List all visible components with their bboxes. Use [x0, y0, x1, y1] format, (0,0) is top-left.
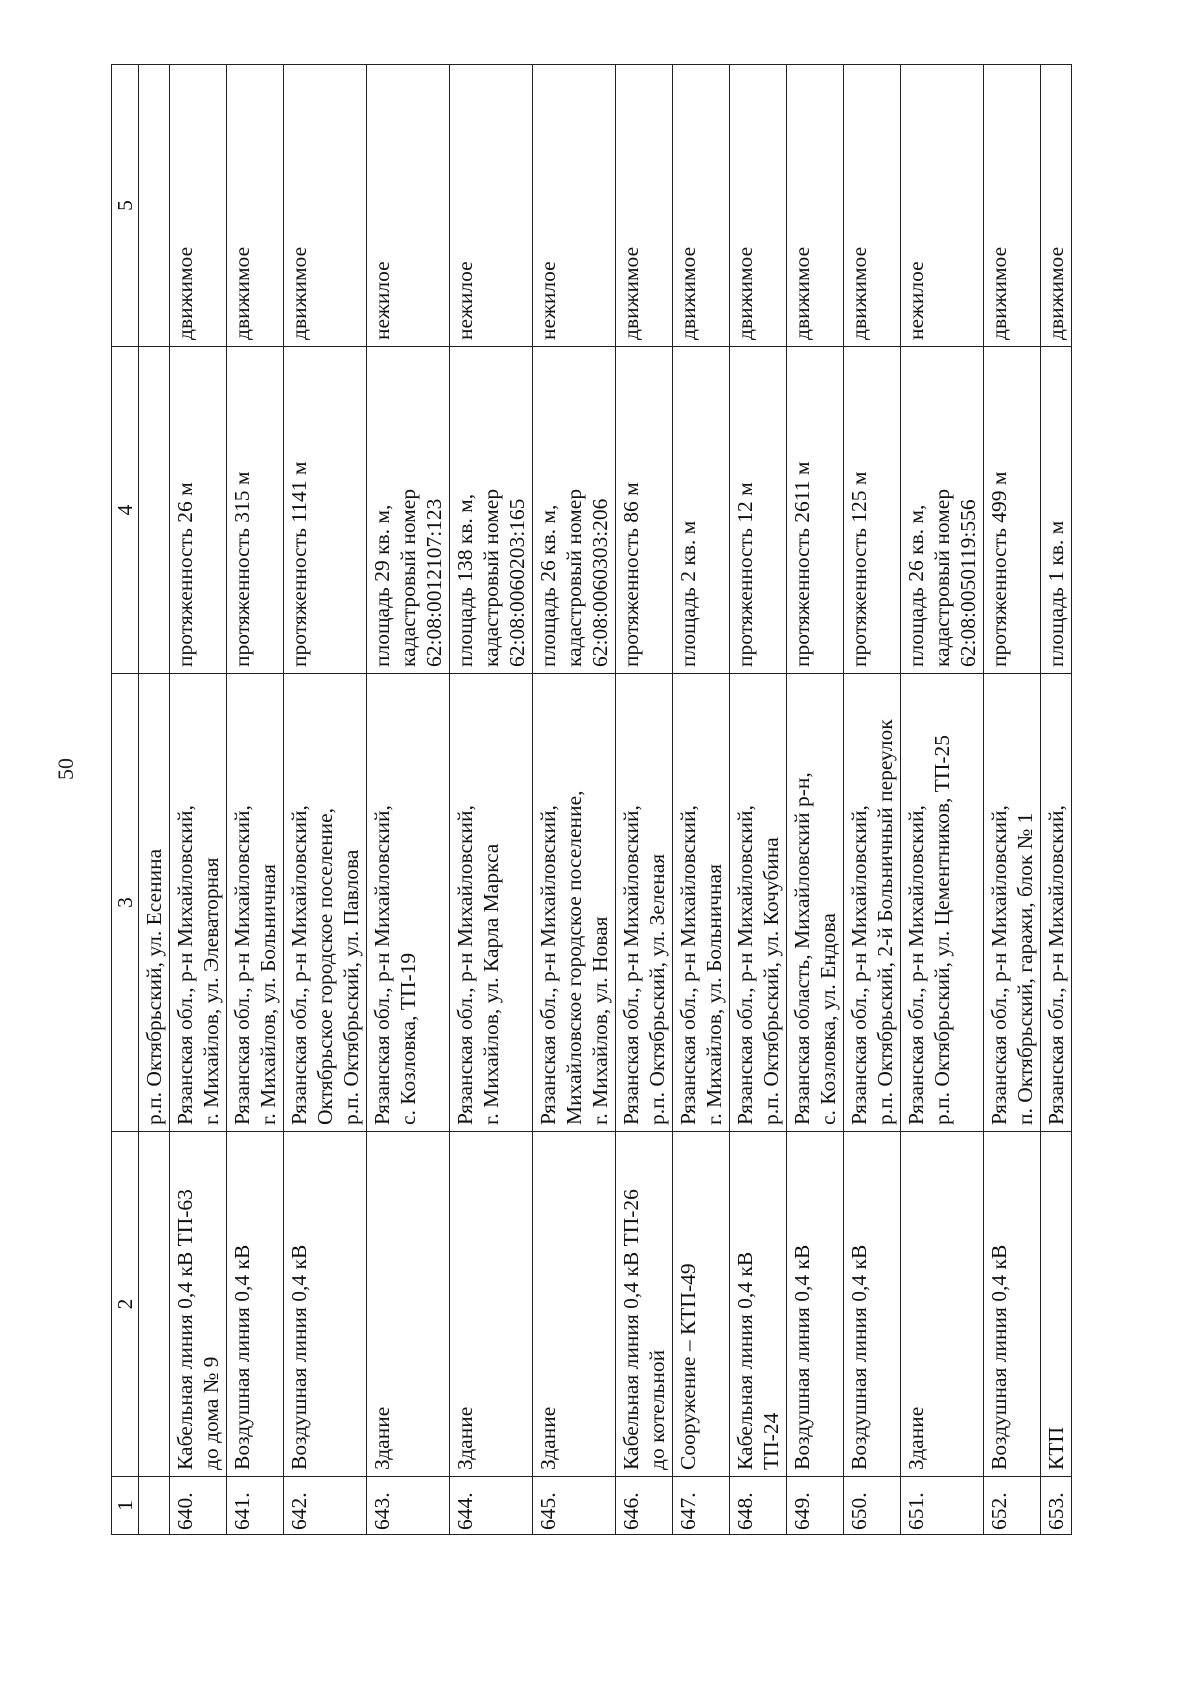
header-row	[112, 65, 139, 1535]
object-name-cell	[227, 1132, 284, 1477]
object-name-cell-line: Воздушная линия 0,4 кВ	[987, 1244, 1011, 1470]
continuation-row	[139, 65, 170, 1535]
property-type-cell	[1041, 65, 1072, 347]
table-row	[901, 65, 984, 1535]
column-header: 2	[112, 1132, 139, 1477]
characteristics-cell-line: кадастровый номер	[930, 488, 954, 667]
characteristics-cell	[901, 347, 984, 674]
property-type-cell	[984, 65, 1041, 347]
address-cell-line: с. Козловка, ТП-19	[396, 952, 420, 1125]
address-cell	[367, 674, 450, 1132]
row-number-cell	[730, 1477, 787, 1535]
property-type-cell	[450, 65, 533, 347]
object-name-cell-line: Кабельная линия 0,4 кВ ТП-63	[173, 1189, 197, 1470]
object-name-cell-line: до дома № 9	[199, 1356, 223, 1470]
address-cell-line: п. Октябрьский, гаражи, блок № 1	[1013, 812, 1037, 1125]
row-number-cell	[1041, 1477, 1072, 1535]
address-cell-line: г. Михайлов, ул. Больничная	[702, 863, 726, 1125]
address-cell-line: р.п. Октябрьский, ул. Павлова	[339, 849, 363, 1125]
row-number-cell-line: 650.	[847, 1492, 871, 1530]
address-cell	[533, 674, 616, 1132]
object-name-cell-line: Сооружение – КТП-49	[676, 1263, 700, 1470]
object-name-cell-line: Кабельная линия 0,4 кВ ТП-26	[619, 1189, 643, 1470]
table-row	[1041, 65, 1072, 1535]
object-name-cell-line: Воздушная линия 0,4 кВ	[230, 1244, 254, 1470]
address-cell-line: Рязанская обл., р-н Михайловский,	[230, 805, 254, 1125]
characteristics-cell-line: кадастровый номер	[479, 488, 503, 667]
address-cell-line: Октябрьское городское поселение,	[313, 807, 337, 1125]
table-row	[170, 65, 227, 1535]
row-number-cell-line: 642.	[287, 1492, 311, 1530]
characteristics-cell-line: протяженность 26 м	[173, 482, 197, 667]
row-number-cell	[901, 1477, 984, 1535]
row-number-cell-line: 651.	[904, 1492, 928, 1530]
object-name-cell	[730, 1132, 787, 1477]
characteristics-cell	[170, 347, 227, 674]
table-row	[367, 65, 450, 1535]
address-cell	[787, 674, 844, 1132]
rotated-page-content	[111, 65, 1068, 1535]
table-cell	[139, 1477, 170, 1535]
object-name-cell-line: Здание	[904, 1406, 928, 1470]
object-name-cell	[1041, 1132, 1072, 1477]
characteristics-cell-line: протяженность 86 м	[619, 482, 643, 667]
table-cell	[139, 347, 170, 674]
address-cell	[450, 674, 533, 1132]
address-cell-line: с. Козловка, ул. Ендова	[816, 913, 840, 1125]
address-cell-line: Рязанская обл., р-н Михайловский,	[987, 805, 1011, 1125]
object-name-cell	[367, 1132, 450, 1477]
property-type-cell-line: нежилое	[453, 261, 477, 340]
characteristics-cell-line: 62:08:0012107:123	[422, 498, 446, 667]
characteristics-cell-line: кадастровый номер	[562, 488, 586, 667]
address-cell-line: Рязанская обл., р-н Михайловский,	[619, 805, 643, 1125]
property-type-cell-line: движимое	[847, 246, 871, 340]
table-row	[844, 65, 901, 1535]
object-name-cell	[901, 1132, 984, 1477]
property-type-cell	[616, 65, 673, 347]
table-row	[673, 65, 730, 1535]
characteristics-cell	[533, 347, 616, 674]
address-cell	[284, 674, 367, 1132]
object-name-cell	[450, 1132, 533, 1477]
address-cell	[844, 674, 901, 1132]
row-number-cell-line: 640.	[173, 1492, 197, 1530]
characteristics-cell-line: 62:08:0060203:165	[505, 498, 529, 667]
object-name-cell	[844, 1132, 901, 1477]
characteristics-cell-line: протяженность 125 м	[847, 471, 871, 667]
property-type-cell-line: движимое	[987, 246, 1011, 340]
address-cell-line: Рязанская обл., р-н Михайловский,	[676, 805, 700, 1125]
page-number: 50	[53, 758, 78, 780]
address-cell	[616, 674, 673, 1132]
row-number-cell	[844, 1477, 901, 1535]
object-name-cell-line: Воздушная линия 0,4 кВ	[847, 1244, 871, 1470]
row-number-cell	[170, 1477, 227, 1535]
address-cell-line: Рязанская обл., р-н Михайловский,	[536, 805, 560, 1125]
object-name-cell	[284, 1132, 367, 1477]
row-number-cell-line: 644.	[453, 1492, 477, 1530]
address-cell-line: г. Михайлов, ул. Карла Маркса	[479, 843, 503, 1125]
characteristics-cell-line: протяженность 1141 м	[287, 461, 311, 667]
row-number-cell-line: 641.	[230, 1492, 254, 1530]
row-number-cell	[533, 1477, 616, 1535]
row-number-cell	[984, 1477, 1041, 1535]
object-name-cell	[170, 1132, 227, 1477]
column-header: 4	[112, 347, 139, 674]
characteristics-cell-line: площадь 26 кв. м,	[536, 504, 560, 667]
characteristics-cell	[616, 347, 673, 674]
characteristics-cell-line: площадь 138 кв. м,	[453, 493, 477, 667]
property-type-cell	[367, 65, 450, 347]
row-number-cell-line: 653.	[1044, 1492, 1068, 1530]
characteristics-cell	[284, 347, 367, 674]
object-name-cell-line: КТП	[1044, 1427, 1068, 1470]
row-number-cell-line: 648.	[733, 1492, 757, 1530]
object-name-cell	[616, 1132, 673, 1477]
row-number-cell	[787, 1477, 844, 1535]
characteristics-cell-line: площадь 29 кв. м,	[370, 504, 394, 667]
characteristics-cell-line: площадь 2 кв. м	[676, 520, 700, 667]
address-cell-line: Михайловское городское поселение,	[562, 790, 586, 1125]
table-row	[787, 65, 844, 1535]
characteristics-cell-line: протяженность 499 м	[987, 471, 1011, 667]
row-number-cell-line: 647.	[676, 1492, 700, 1530]
column-header: 1	[112, 1477, 139, 1535]
object-name-cell	[984, 1132, 1041, 1477]
column-header: 3	[112, 674, 139, 1132]
address-cell	[901, 674, 984, 1132]
property-type-cell-line: движимое	[1044, 246, 1068, 340]
property-type-cell	[227, 65, 284, 347]
address-cell-line: Рязанская обл., р-н Михайловский,	[847, 805, 871, 1125]
characteristics-cell-line: кадастровый номер	[396, 488, 420, 667]
object-name-cell-line: Здание	[536, 1406, 560, 1470]
object-name-cell	[673, 1132, 730, 1477]
object-name-cell-line: Здание	[453, 1406, 477, 1470]
address-cell	[673, 674, 730, 1132]
property-type-cell	[730, 65, 787, 347]
property-table	[111, 64, 1072, 1535]
row-number-cell	[227, 1477, 284, 1535]
object-name-cell-line: Здание	[370, 1406, 394, 1470]
row-number-cell	[673, 1477, 730, 1535]
object-name-cell	[787, 1132, 844, 1477]
property-type-cell-line: движимое	[619, 246, 643, 340]
address-cell-line: Рязанская обл., р-н Михайловский,	[287, 805, 311, 1125]
row-number-cell	[616, 1477, 673, 1535]
address-cell-line: Рязанская область, Михайловский р-н,	[790, 772, 814, 1125]
address-cell-line: р.п. Октябрьский, ул. Цементников, ТП-25	[930, 734, 954, 1125]
property-type-cell-line: движимое	[733, 246, 757, 340]
property-type-cell-line: нежилое	[904, 261, 928, 340]
address-cell-line: р.п. Октябрьский, ул. Зеленая	[645, 853, 669, 1125]
property-type-cell	[170, 65, 227, 347]
characteristics-cell	[450, 347, 533, 674]
table-cell: р.п. Октябрьский, ул. Есенина	[139, 674, 170, 1132]
object-name-cell-line: Воздушная линия 0,4 кВ	[287, 1244, 311, 1470]
property-type-cell-line: движимое	[287, 246, 311, 340]
address-cell-line: г. Михайлов, ул. Больничная	[256, 863, 280, 1125]
address-cell	[1041, 674, 1072, 1132]
row-number-cell	[450, 1477, 533, 1535]
characteristics-cell	[227, 347, 284, 674]
characteristics-cell	[1041, 347, 1072, 674]
address-cell-line: г. Михайлов, ул. Новая	[588, 916, 612, 1125]
property-type-cell-line: движимое	[676, 246, 700, 340]
characteristics-cell	[730, 347, 787, 674]
address-cell-line: Рязанская обл., р-н Михайловский,	[173, 805, 197, 1125]
row-number-cell-line: 643.	[370, 1492, 394, 1530]
property-type-cell	[844, 65, 901, 347]
address-cell-line: р.п. Октябрьский, 2-й Больничный переулок	[873, 719, 897, 1125]
row-number-cell-line: 646.	[619, 1492, 643, 1530]
object-name-cell-line: Кабельная линия 0,4 кВ	[733, 1251, 757, 1470]
property-type-cell	[673, 65, 730, 347]
address-cell-line: р.п. Октябрьский, ул. Кочубина	[759, 837, 783, 1125]
property-type-cell	[787, 65, 844, 347]
table-row	[227, 65, 284, 1535]
address-cell-line: Рязанская обл., р-н Михайловский,	[904, 805, 928, 1125]
column-header: 5	[112, 65, 139, 347]
property-type-cell-line: движимое	[230, 246, 254, 340]
object-name-cell	[533, 1132, 616, 1477]
property-type-cell	[901, 65, 984, 347]
address-cell	[730, 674, 787, 1132]
table-row	[284, 65, 367, 1535]
characteristics-cell-line: протяженность 315 м	[230, 471, 254, 667]
row-number-cell-line: 652.	[987, 1492, 1011, 1530]
table-row	[533, 65, 616, 1535]
property-type-cell-line: движимое	[790, 246, 814, 340]
row-number-cell	[367, 1477, 450, 1535]
characteristics-cell-line: 62:08:0050119:556	[956, 499, 980, 667]
address-cell-line: Рязанская обл., р-н Михайловский,	[1044, 805, 1068, 1125]
characteristics-cell-line: площадь 26 кв. м,	[904, 504, 928, 667]
address-cell-line: Рязанская обл., р-н Михайловский,	[453, 805, 477, 1125]
table-row	[984, 65, 1041, 1535]
table-row	[616, 65, 673, 1535]
property-type-cell-line: движимое	[173, 246, 197, 340]
row-number-cell-line: 645.	[536, 1492, 560, 1530]
object-name-cell-line: Воздушная линия 0,4 кВ	[790, 1244, 814, 1470]
characteristics-cell	[844, 347, 901, 674]
address-cell-line: г. Михайлов, ул. Элеваторная	[199, 857, 223, 1125]
address-cell	[227, 674, 284, 1132]
address-cell	[984, 674, 1041, 1132]
table-cell	[139, 65, 170, 347]
property-type-cell	[533, 65, 616, 347]
address-cell	[170, 674, 227, 1132]
characteristics-cell	[984, 347, 1041, 674]
characteristics-cell	[367, 347, 450, 674]
characteristics-cell-line: 62:08:0060303:206	[588, 498, 612, 667]
address-cell-line: Рязанская обл., р-н Михайловский,	[733, 805, 757, 1125]
row-number-cell-line: 649.	[790, 1492, 814, 1530]
property-type-cell-line: нежилое	[370, 261, 394, 340]
address-cell-line: Рязанская обл., р-н Михайловский,	[370, 805, 394, 1125]
characteristics-cell	[787, 347, 844, 674]
characteristics-cell	[673, 347, 730, 674]
table-row	[730, 65, 787, 1535]
characteristics-cell-line: протяженность 12 м	[733, 482, 757, 667]
characteristics-cell-line: протяженность 2611 м	[790, 461, 814, 667]
property-type-cell-line: нежилое	[536, 261, 560, 340]
property-type-cell	[284, 65, 367, 347]
object-name-cell-line: до котельной	[645, 1349, 669, 1470]
table-cell	[139, 1132, 170, 1477]
object-name-cell-line: ТП-24	[759, 1412, 783, 1470]
characteristics-cell-line: площадь 1 кв. м	[1044, 520, 1068, 667]
row-number-cell	[284, 1477, 367, 1535]
table-row	[450, 65, 533, 1535]
